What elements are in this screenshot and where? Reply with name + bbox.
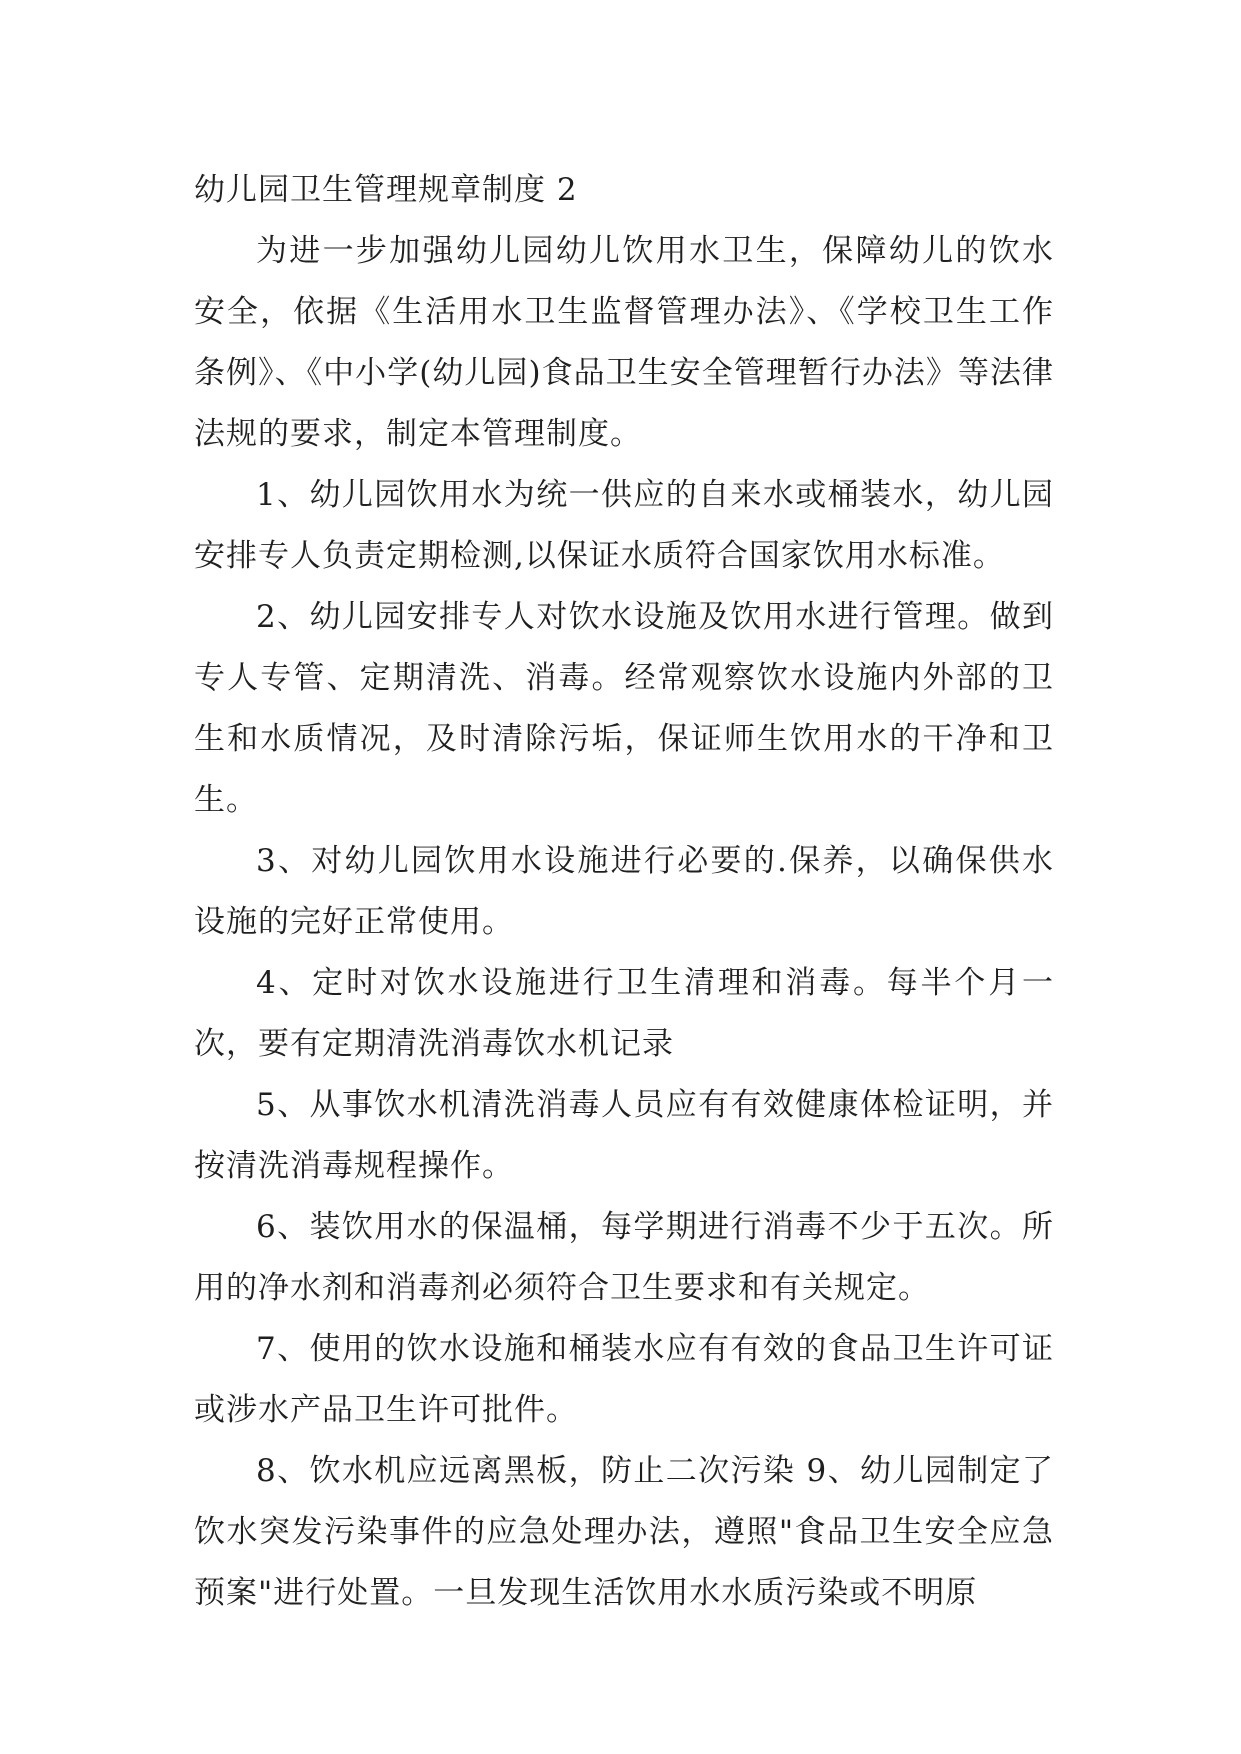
document-body bbox=[194, 160, 1054, 1624]
paragraph-item-4: 4、定时对饮水设施进行卫生清理和消毒。每半个月一次，要有定期清洗消毒饮水机记录 bbox=[194, 965, 1054, 1062]
paragraph-intro: 为进一步加强幼儿园幼儿饮用水卫生，保障幼儿的饮水安全，依据《生活用水卫生监督管理办法》、《学校卫生工作条例》、《中小学(幼儿园)食品卫生安全管理暂行办法》等法律法规的要求，制定本管理制度。 bbox=[194, 233, 1054, 452]
paragraph-item-3: 3、对幼儿园饮用水设施进行必要的.保养，以确保供水设施的完好正常使用。 bbox=[194, 843, 1054, 940]
paragraph-item-6: 6、装饮用水的保温桶，每学期进行消毒不少于五次。所用的净水剂和消毒剂必须符合卫生要求和有关规定。 bbox=[194, 1209, 1054, 1306]
document-title: 幼儿园卫生管理规章制度 2 bbox=[194, 172, 578, 208]
paragraph-item-5: 5、从事饮水机清洗消毒人员应有有效健康体检证明，并按清洗消毒规程操作。 bbox=[194, 1087, 1054, 1184]
paragraph-item-1: 1、幼儿园饮用水为统一供应的自来水或桶装水，幼儿园安排专人负责定期检测,以保证水质符合国家饮用水标准。 bbox=[194, 477, 1054, 574]
paragraph-item-8: 8、饮水机应远离黑板，防止二次污染 9、幼儿园制定了饮水突发污染事件的应急处理办法，遵照"食品卫生安全应急预案"进行处置。一旦发现生活饮用水水质污染或不明原 bbox=[194, 1453, 1054, 1611]
paragraph-item-7: 7、使用的饮水设施和桶装水应有有效的食品卫生许可证或涉水产品卫生许可批件。 bbox=[194, 1331, 1054, 1428]
paragraph-item-2: 2、幼儿园安排专人对饮水设施及饮用水进行管理。做到专人专管、定期清洗、消毒。经常观察饮水设施内外部的卫生和水质情况，及时清除污垢，保证师生饮用水的干净和卫生。 bbox=[194, 599, 1054, 818]
